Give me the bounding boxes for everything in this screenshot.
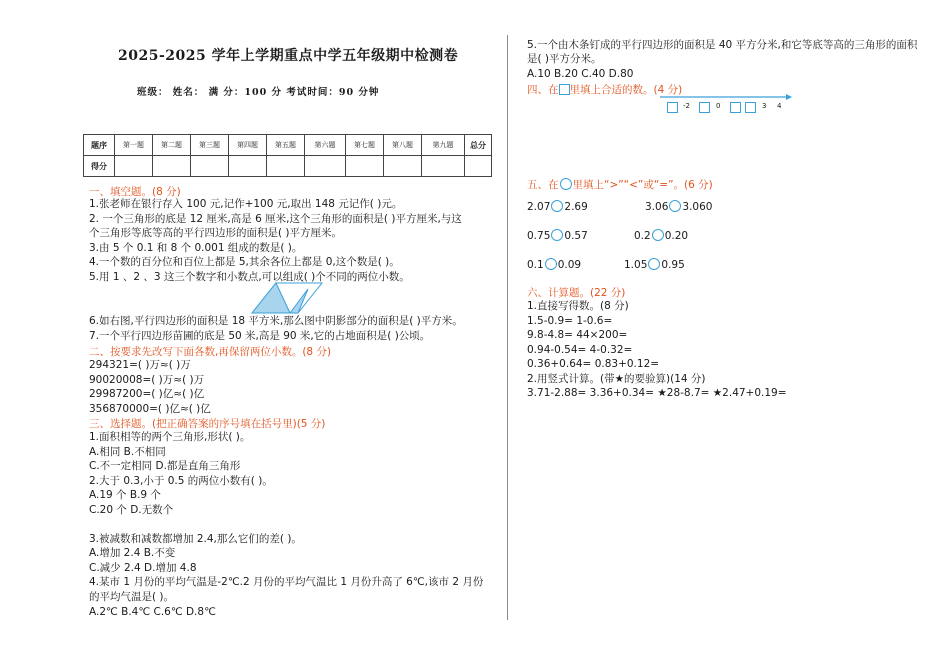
answer-box[interactable] [667, 102, 678, 113]
question-line: 29987200=( )亿≈( )亿 [89, 388, 205, 400]
score-cell[interactable] [465, 156, 492, 177]
compare-circle[interactable] [545, 258, 557, 270]
compare-right: 2.69 [564, 201, 588, 213]
compare-item [645, 200, 712, 214]
compare-circle[interactable] [652, 229, 664, 241]
question-line: 7.一个平行四边形苗圃的底是 50 米,高是 90 米,它的占地面积是( )公顷。 [89, 330, 431, 342]
tick-label: 4 [777, 102, 782, 110]
option-line: C.减少 2.4 D.增加 4.8 [89, 562, 197, 574]
option-line: C.20 个 D.无数个 [89, 504, 174, 516]
compare-left: 0.1 [527, 259, 544, 271]
question-line: 是( )平方分米。 [527, 53, 602, 65]
compare-right: 0.20 [664, 230, 689, 242]
compare-item [527, 258, 581, 272]
table-cell: 第七题 [346, 135, 384, 156]
table-cell: 题序 [84, 135, 115, 156]
table-cell: 总分 [465, 135, 492, 156]
compare-right: 0.57 [564, 230, 588, 242]
table-cell: 第六题 [305, 135, 346, 156]
score-table [83, 134, 492, 177]
option-line: A.增加 2.4 B.不变 [89, 547, 176, 559]
number-line-axis [658, 92, 793, 102]
table-cell: 第五题 [267, 135, 305, 156]
question-line: 1.直接写得数。(8 分) [527, 300, 629, 312]
question-line: 2. 一个三角形的底是 12 厘米,高是 6 厘米,这个三角形的面积是( )平方厘米,与这 [89, 213, 462, 225]
compare-circle[interactable] [648, 258, 660, 270]
circle-icon [560, 178, 572, 190]
question-line: 2.用竖式计算。(带★的要验算)(14 分) [527, 373, 706, 385]
tick-label: 3 [762, 102, 767, 110]
section-6-title: 六、计算题。(22 分) [527, 287, 626, 299]
table-cell: 第四题 [229, 135, 267, 156]
tick-label: 0 [716, 102, 721, 110]
section-4-prefix: 四、在 [527, 84, 559, 96]
compare-left: 0.2 [634, 230, 651, 242]
score-table-header-row [84, 135, 492, 156]
compare-right: 3.060 [682, 201, 713, 213]
option-line: C.不一定相同 D.都是直角三角形 [89, 460, 241, 472]
option-line: A.19 个 B.9 个 [89, 489, 161, 501]
score-cell[interactable] [191, 156, 229, 177]
compare-circle[interactable] [551, 229, 563, 241]
section-3-title: 三、选择题。(把正确答案的序号填在括号里)(5 分) [89, 418, 326, 430]
compare-item [634, 229, 688, 243]
calc-line: 1.5-0.9= 1-0.6= [527, 315, 613, 327]
question-line: 5.用 1 、2 、3 这三个数字和小数点,可以组成( )个不同的两位小数。 [89, 271, 410, 283]
compare-left: 3.06 [645, 201, 669, 213]
compare-right: 0.95 [661, 259, 685, 271]
compare-item [527, 200, 588, 214]
question-line: 90020008=( )万≈( )万 [89, 374, 205, 386]
question-line: 个三角形等底等高的平行四边形的面积是( )平方厘米。 [89, 227, 343, 239]
table-cell: 第二题 [153, 135, 191, 156]
compare-circle[interactable] [551, 200, 563, 212]
compare-left: 0.75 [527, 230, 551, 242]
score-cell[interactable] [229, 156, 267, 177]
section-1-title: 一、填空题。(8 分) [89, 186, 181, 198]
calc-line: 0.36+0.64= 0.83+0.12= [527, 358, 660, 370]
calc-line: 9.8-4.8= 44×200= [527, 329, 628, 341]
exam-info: 班级： 姓名： 满 分：100 分 考试时间：90 分钟 [137, 87, 380, 98]
score-cell[interactable] [267, 156, 305, 177]
compare-left: 1.05 [624, 259, 648, 271]
question-line: 3.由 5 个 0.1 和 8 个 0.001 组成的数是( )。 [89, 242, 303, 254]
question-line: 1.面积相等的两个三角形,形状( )。 [89, 431, 251, 443]
section-5-prefix: 五、在 [527, 179, 559, 191]
answer-box[interactable] [699, 102, 710, 113]
table-cell: 第三题 [191, 135, 229, 156]
number-line [658, 92, 793, 118]
table-cell: 得分 [84, 156, 115, 177]
tick-label: -2 [683, 102, 690, 110]
question-line: 的平均气温是( )。 [89, 591, 175, 603]
compare-circle[interactable] [669, 200, 681, 212]
option-line: A.相同 B.不相同 [89, 446, 166, 458]
option-line: A.2℃ B.4℃ C.6℃ D.8℃ [89, 606, 216, 618]
question-line: 3.被减数和减数都增加 2.4,那么它们的差( )。 [89, 533, 302, 545]
compare-left: 2.07 [527, 201, 551, 213]
question-line: 4.某市 1 月份的平均气温是-2℃.2 月份的平均气温比 1 月份升高了 6℃,该市 2 月份 [89, 576, 484, 588]
table-cell: 第一题 [115, 135, 153, 156]
compare-item [527, 229, 588, 243]
parallelogram-figure [248, 281, 328, 315]
question-line: 1.张老师在银行存入 100 元,记作+100 元,取出 148 元记作( )元。 [89, 198, 403, 210]
page-title: 2025-2025 学年上学期重点中学五年级期中检测卷 [118, 48, 459, 64]
section-5-suffix: 里填上“>”“<”或“=”。(6 分) [572, 179, 713, 191]
question-line: 5.一个由木条钉成的平行四边形的面积是 40 平方分米,和它等底等高的三角形的面积 [527, 39, 918, 51]
section-5-title [527, 177, 713, 192]
square-box-icon [559, 84, 570, 95]
compare-item [624, 258, 685, 272]
question-line: 6.如右图,平行四边形的面积是 18 平方米,那么图中阴影部分的面积是( )平方米。 [89, 315, 463, 327]
option-line: A.10 B.20 C.40 D.80 [527, 68, 634, 80]
question-line: 294321=( )万≈( )万 [89, 359, 191, 371]
question-line: 4.一个数的百分位和百位上都是 5,其余各位上都是 0,这个数是( )。 [89, 256, 400, 268]
score-table-score-row [84, 156, 492, 177]
answer-box[interactable] [745, 102, 756, 113]
score-cell[interactable] [153, 156, 191, 177]
column-divider [507, 35, 508, 620]
table-cell: 第八题 [384, 135, 422, 156]
table-cell: 第九题 [422, 135, 465, 156]
score-cell[interactable] [115, 156, 153, 177]
section-4-suffix: 里填上合适的数。(4 分) [569, 84, 683, 96]
score-cell[interactable] [305, 156, 346, 177]
score-cell[interactable] [384, 156, 422, 177]
compare-right: 0.09 [557, 259, 582, 271]
question-line: 2.大于 0.3,小于 0.5 的两位小数有( )。 [89, 475, 273, 487]
calc-line: 3.71-2.88= 3.36+0.34= ★28-8.7= ★2.47+0.19= [527, 387, 787, 399]
score-cell[interactable] [346, 156, 384, 177]
calc-line: 0.94-0.54= 4-0.32= [527, 344, 633, 356]
section-2-title: 二、按要求先改写下面各数,再保留两位小数。(8 分) [89, 346, 332, 358]
answer-box[interactable] [730, 102, 741, 113]
question-line: 356870000=( )亿≈( )亿 [89, 403, 211, 415]
score-cell[interactable] [422, 156, 465, 177]
